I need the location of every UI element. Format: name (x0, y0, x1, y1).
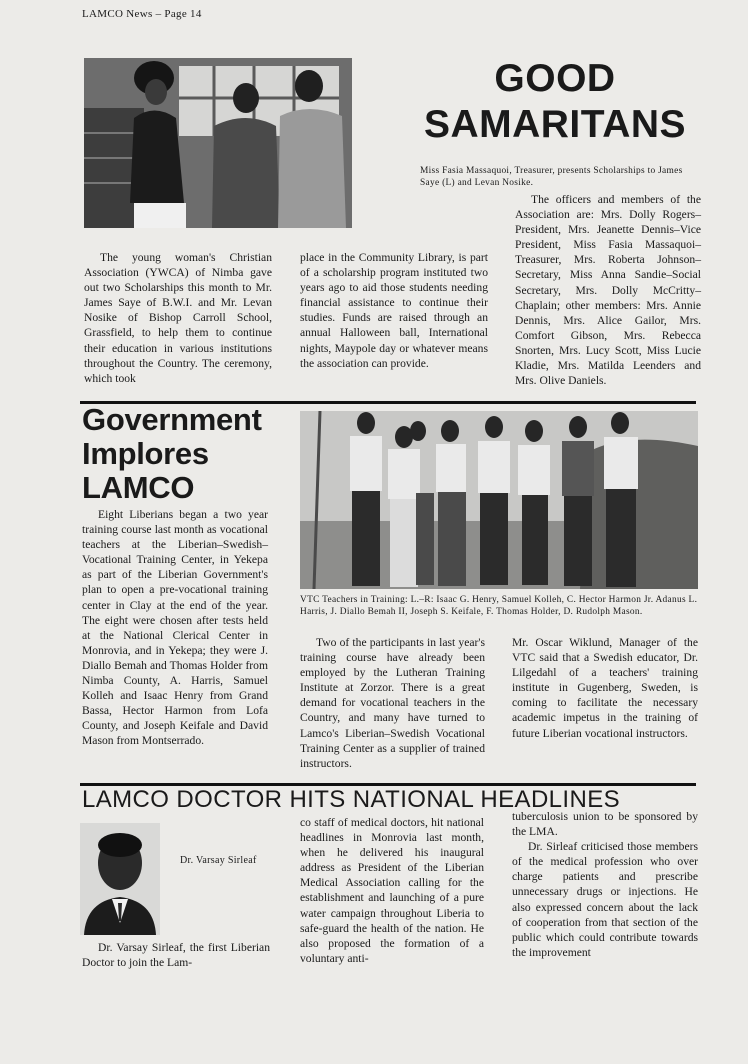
headline-line-2: SAMARITANS (423, 103, 687, 146)
headline-line-2: Implores (82, 436, 209, 471)
headline-government-implores (82, 403, 282, 505)
portrait-caption: Dr. Varsay Sirleaf (180, 855, 257, 866)
vtc-teachers-photo (300, 411, 698, 589)
paragraph: Dr. Sirleaf criticised those members of the medical profession who over charge patients and prescribe unnecessary drugs or injections. He also expressed concern about the lack of cooperation from that section of the public which could contribute towards the improvement (512, 840, 698, 959)
paragraph: place in the Community Library, is part of a scholarship program instituted two years ago to aid those students needing financial assistance to continue their studies. Funds are raised through an annual Halloween ball, International nights, Maypole day or whatever means the association can provide. (300, 251, 488, 370)
vtc-caption: VTC Teachers in Training: L.–R: Isaac G. Henry, Samuel Kolleh, C. Hector Harmon Jr. Adanus L. Harris, J. Diallo Bemah II, Joseph S. Keifale, F. Thomas Holder, D. Rudolph Mason. (300, 595, 698, 617)
running-head: LAMCO News – Page 14 (82, 8, 202, 20)
article3-col2 (300, 815, 484, 966)
headline-line-1: GOOD (494, 57, 616, 100)
article2-col3 (512, 635, 698, 741)
paragraph: The officers and members of the Association are: Mrs. Dolly Rogers–President, Mrs. Jeanette Dennis–Vice President, Miss Fasia Massaquoi–Treasurer, Mrs. Roberta Johnson–Secretary, Miss Anna Sandie–Social Secretary, Mrs. Dolly McCritty–Chaplain; other members: Mrs. Annie Dennis, Mrs. Alice Gailor, Mrs. Comfort Gibson, Mrs. Rebecca Snorten, Mrs. Lucy Scott, Miss Lucie Kladie, Mrs. Matilda Leenders and Mrs. Olive Daniels. (515, 193, 701, 388)
paragraph: The young woman's Christian Association (YWCA) of Nimba gave out two Scholarships this month to Mr. James Saye of B.W.I. and Mr. Levan Nosike of Bishop Carroll School, Grassfield, to help them to continue their education in various institutions throughout the Country. The ceremony, which took (84, 251, 272, 385)
article1-col1 (84, 250, 272, 386)
paragraph: Eight Liberians began a two year training course last month as vocational teachers at the Liberian–Swedish–Vocational Training Center, in Yekepa as part of the Liberian Government's plan to open a pre-vocational training center in Clay at the end of the year. The eight were chosen after tests held at the National Clerical Center in Monrovia, and in Yekepa; they were J. Diallo Bemah and Thomas Holder from Nimba County, A. Harris, Samuel Kolleh and Isaac Henry from Grand Bassa, Hector Harmon from Lofa County, and Joseph Keifale and David Mason from Montserrado. (82, 508, 268, 748)
article3-col1 (82, 940, 270, 970)
article1-col3 (515, 192, 701, 388)
paragraph: Two of the participants in last year's training course have already been employed by the Lutheran Training Institute at Zorzor. There is a great demand for vocational teachers in the Country, and many have turned to Lamco's Liberian–Swedish Vocational Training Center as a supplier of trained instructors. (300, 636, 485, 770)
headline-lamco-doctor: LAMCO DOCTOR HITS NATIONAL HEADLINES (82, 786, 621, 813)
paragraph: co staff of medical doctors, hit national headlines in Monrovia last month, when he delivered his inaugural address as President of the Liberian Medical Association calling for the establishment and launching of a pure water campaign throughout Liberia to safe-guard the health of the nation. He also proposed the formation of a voluntary anti- (300, 816, 484, 965)
article2-col1 (82, 507, 268, 749)
paragraph: tuberculosis union to be sponsored by the LMA. (512, 810, 698, 839)
doctor-portrait (80, 823, 160, 935)
paragraph: Dr. Varsay Sirleaf, the first Liberian Doctor to join the Lam- (82, 941, 270, 970)
headline-line-3: LAMCO (82, 470, 195, 505)
headline-line-1: Government (82, 402, 262, 437)
scholarship-photo (84, 58, 352, 228)
article3-col3 (512, 809, 698, 960)
scholarship-caption: Miss Fasia Massaquoi, Treasurer, presents Scholarships to James Saye (L) and Levan Nosike. (420, 166, 683, 188)
headline-good-samaritans (400, 56, 710, 148)
article1-col2 (300, 250, 488, 371)
paragraph: Mr. Oscar Wiklund, Manager of the VTC said that a Swedish educator, Dr. Lilgedahl of a teachers' training institute in Gugenberg, Sweden, is coming to facilitate the necessary academic impetus in the training of future Liberian vocational instructors. (512, 636, 698, 740)
article2-col2 (300, 635, 485, 771)
